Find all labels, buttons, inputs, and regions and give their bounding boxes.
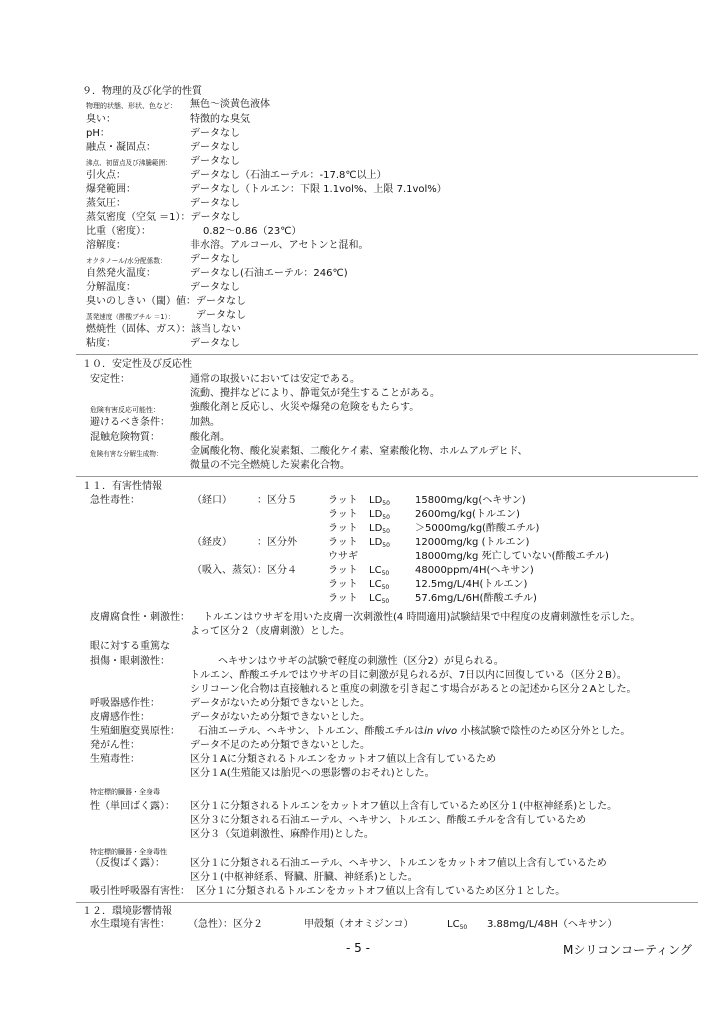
reproductive-toxicity-value: 区分１A(生殖能又は胎児への悪影響のおそれ)とした。 xyxy=(190,768,435,779)
decomposition-products-value: 金属酸化物、酸化炭素類、二酸化ケイ素、窒素酸化物、ホルムアルデヒド、 xyxy=(190,446,528,457)
acute-value: 12000mg/kg (トルエン) xyxy=(415,537,530,548)
hazardous-reactions-label: 危険有害反応可能性： xyxy=(90,406,160,414)
specific-gravity-value: 0.82～0.86（23℃） xyxy=(203,226,302,237)
acute-route: （経皮） xyxy=(192,537,232,548)
stot-single-value: 区分１に分類されるトルエンをカットオフ値以上含有しているため区分１(中枢神経系)とした。 xyxy=(190,801,618,812)
flammability-line: 燃焼性（固体、ガス）：該当しない xyxy=(86,324,241,335)
skin-corrosion-label: 皮膚腐食性・刺激性： xyxy=(90,612,190,623)
odor-threshold-line: 臭いのしきい（閾）値：データなし xyxy=(86,296,246,307)
acute-test-subscript: 50 xyxy=(381,570,390,577)
acute-route: （経口） xyxy=(192,495,232,506)
acute-value: 57.6mg/L/6H(酢酸エチル) xyxy=(415,593,537,604)
boiling-value: データなし xyxy=(190,156,240,167)
acute-test xyxy=(369,593,389,605)
evaporation-value: データなし xyxy=(196,310,246,321)
aquatic-test xyxy=(447,919,467,931)
germ-cell-mutagenicity-value xyxy=(198,726,630,738)
stot-single-value: 区分３（気道刺激性、麻酔作用)とした。 xyxy=(190,829,374,840)
vapor-pressure-value: データなし xyxy=(190,198,240,209)
acute-class: ：区分５ xyxy=(257,495,297,506)
acute-species: ウサギ xyxy=(328,551,358,562)
autoignition-label: 自然発火温度： xyxy=(86,268,156,279)
appearance-label: 物理的状態、形状、色など： xyxy=(86,102,177,110)
boiling-label: 沸点、初留点及び沸騰範囲： xyxy=(86,159,172,167)
acute-test-subscript: 50 xyxy=(381,598,390,605)
eye-damage-value: シリコーン化合物は直接触れると重度の刺激を引き起こす場合があるとの記述から区分２Aとした。 xyxy=(190,684,637,695)
acute-species: ラット xyxy=(328,565,358,576)
aquatic-test-subscript: 50 xyxy=(459,924,468,931)
ph-label: pH： xyxy=(86,128,110,139)
eye-damage-label: 損傷・眼刺激性： xyxy=(90,656,170,667)
explosive-label: 爆発範囲： xyxy=(86,184,136,195)
germ-value-part: 石油エーテル、ヘキサン、トルエン、酢酸エチルは xyxy=(198,726,425,737)
germ-value-italic: in vivo xyxy=(424,726,458,737)
aquatic-route: （急性）：区分２ xyxy=(188,919,263,930)
acute-value: 18000mg/kg 死亡していない(酢酸エチル) xyxy=(415,551,609,562)
product-name: Mシリコンコーティング xyxy=(563,943,692,957)
flash-label: 引火点： xyxy=(86,170,126,181)
stot-repeat-value: 区分１に分類される石油エーテル、ヘキサン、トルエンをカットオフ値以上含有しているため xyxy=(190,858,607,869)
acute-test xyxy=(369,495,390,507)
germ-cell-mutagenicity-label: 生殖細胞変異原性： xyxy=(90,726,180,737)
vapor-density-line: 蒸気密度（空気 ＝1）：データなし xyxy=(86,212,241,223)
acute-value: 48000ppm/4H(ヘキサン) xyxy=(415,565,534,576)
acute-test xyxy=(369,579,389,591)
acute-species: ラット xyxy=(328,537,358,548)
decomposition-label: 分解温度： xyxy=(86,282,136,293)
section-11-title: １１．有害性情報 xyxy=(82,481,162,492)
viscosity-value: データなし xyxy=(190,338,240,349)
decomposition-products-value: 微量の不完全燃焼した炭素化合物。 xyxy=(190,460,350,471)
specific-gravity-label: 比重（密度）： xyxy=(86,226,151,237)
vapor-pressure-label: 蒸気圧： xyxy=(86,198,126,209)
stot-repeat-label: 特定標的臓器・全身毒性 xyxy=(90,848,167,856)
aspiration-hazard-value: 区分１に分類されるトルエンをカットオフ値以上含有しているため区分１とした。 xyxy=(196,886,566,897)
reproductive-toxicity-value: 区分１Aに分類されるトルエンをカットオフ値以上含有しているため xyxy=(190,754,497,765)
decomposition-products-label: 危険有害な分解生成物： xyxy=(90,450,163,458)
eye-damage-value: ヘキサンはウサギの試験で軽度の刺激性（区分2）が見られる。 xyxy=(218,656,504,667)
acute-test-type: LD xyxy=(369,523,383,534)
appearance-value: 無色～淡黄色液体 xyxy=(190,99,270,110)
melting-label: 融点・凝固点： xyxy=(86,142,156,153)
stot-single-label: 特定標的臓器・全身毒 xyxy=(90,788,160,796)
odor-label: 臭い： xyxy=(86,114,116,125)
solubility-value: 非水溶。アルコール、アセトンと混和。 xyxy=(190,240,369,251)
acute-test-subscript: 50 xyxy=(382,542,390,549)
incompatible-label: 混触危険物質： xyxy=(90,432,160,443)
acute-test-type: LC xyxy=(369,579,382,590)
aspiration-hazard-label: 吸引性呼吸器有害性： xyxy=(90,886,190,897)
germ-value-part: 小核試験で陰性のため区分外とした。 xyxy=(460,726,631,737)
acute-route: （吸入、蒸気） xyxy=(192,565,262,576)
skin-corrosion-value: よって区分２（皮膚刺激）とした。 xyxy=(190,626,350,637)
acute-value: 12.5mg/L/4H(トルエン) xyxy=(415,579,528,590)
melting-value: データなし xyxy=(190,142,240,153)
skin-corrosion-value: トルエンはウサギを用いた皮膚一次刺激性(4 時間適用)試験結果で中程度の皮膚刺激性を示した。 xyxy=(203,612,641,623)
acute-test-type: LC xyxy=(369,593,382,604)
acute-test-subscript: 50 xyxy=(382,528,390,535)
section-10-title: １０．安定性及び反応性 xyxy=(82,359,192,370)
viscosity-label: 粘度： xyxy=(86,338,116,349)
hazardous-reactions-value: 強酸化剤と反応し、火災や爆発の危険をもたらす。 xyxy=(190,402,420,413)
acute-test xyxy=(369,565,389,577)
solubility-label: 溶解度： xyxy=(86,240,126,251)
stot-single-label: 性（単回ばく露）： xyxy=(90,801,175,812)
acute-test xyxy=(369,537,390,549)
acute-test-subscript: 50 xyxy=(381,584,390,591)
acute-test-subscript: 50 xyxy=(382,500,390,507)
reproductive-toxicity-label: 生殖毒性： xyxy=(90,754,140,765)
incompatible-value: 酸化剤。 xyxy=(190,432,230,443)
acute-class: ：区分外 xyxy=(257,537,297,548)
acute-species: ラット xyxy=(328,509,358,520)
acute-test-subscript: 50 xyxy=(382,514,390,521)
stot-single-value: 区分３に分類される石油エーテル、ヘキサン、トルエン、酢酸エチルを含有しているため xyxy=(190,815,587,826)
page-number: - 5 - xyxy=(346,941,370,955)
acute-value: ＞5000mg/kg(酢酸エチル) xyxy=(415,523,540,534)
stability-value: 流動、攪拌などにより、静電気が発生することがある。 xyxy=(190,388,440,399)
stability-value: 通常の取扱いにおいては安定である。 xyxy=(190,374,360,385)
flash-value: データなし（石油エーテル：-17.8℃以上） xyxy=(190,170,387,181)
autoignition-value: データなし(石油エーテル：246℃) xyxy=(190,268,348,279)
decomposition-value: データなし xyxy=(190,282,240,293)
eye-damage-value: トルエン、酢酸エチルではウサギの目に刺激が見られるが、7日以内に回復している（区分２B）。 xyxy=(190,670,627,681)
acute-value: 2600mg/kg(トルエン) xyxy=(415,509,520,520)
conditions-value: 加熱。 xyxy=(190,417,220,428)
explosive-value: データなし（トルエン：下限 1.1vol%、上限 7.1vol%） xyxy=(190,184,447,195)
acute-test-type: LD xyxy=(369,509,383,520)
divider xyxy=(76,354,698,355)
respiratory-sensitization-value: データがないため分類できないとした。 xyxy=(190,698,370,709)
carcinogenicity-value: データ不足のため分類できないとした。 xyxy=(190,740,370,751)
ph-value: データなし xyxy=(190,128,240,139)
stability-label: 安定性： xyxy=(90,374,130,385)
acute-species: ラット xyxy=(328,523,358,534)
eye-damage-label: 眼に対する重篤な xyxy=(90,641,170,652)
carcinogenicity-label: 発がん性： xyxy=(90,740,140,751)
acute-species: ラット xyxy=(328,579,358,590)
acute-class: ：区分４ xyxy=(257,565,297,576)
odor-value: 特徴的な臭気 xyxy=(190,114,250,125)
divider xyxy=(76,902,698,903)
divider xyxy=(76,476,698,477)
respiratory-sensitization-label: 呼吸器感作性： xyxy=(90,698,160,709)
octanol-label: オクタノール/水分配係数： xyxy=(86,257,167,265)
octanol-value: データなし xyxy=(190,254,240,265)
aquatic-value: 3.88mg/L/48H（ヘキサン） xyxy=(487,919,618,930)
section-12-title: １２．環境影響情報 xyxy=(82,906,172,917)
acute-species: ラット xyxy=(328,593,358,604)
acute-value: 15800mg/kg(ヘキサン) xyxy=(415,495,526,506)
conditions-label: 避けるべき条件： xyxy=(90,417,170,428)
aquatic-test-type: LC xyxy=(447,919,460,930)
acute-test-type: LC xyxy=(369,565,382,576)
stot-repeat-value: 区分１(中枢神経系、腎臓、肝臓、神経系)とした。 xyxy=(190,872,418,883)
skin-sensitization-label: 皮膚感作性： xyxy=(90,712,150,723)
aquatic-species: 甲殻類（オオミジンコ） xyxy=(304,919,414,930)
skin-sensitization-value: データがないため分類できないとした。 xyxy=(190,712,370,723)
acute-test-type: LD xyxy=(369,537,383,548)
acute-toxicity-label: 急性毒性： xyxy=(90,495,140,506)
section-9-title: ９．物理的及び化学的性質 xyxy=(82,86,202,97)
acute-test xyxy=(369,509,390,521)
acute-species: ラット xyxy=(328,495,358,506)
aquatic-hazard-label: 水生環境有害性： xyxy=(90,919,170,930)
acute-test xyxy=(369,523,390,535)
acute-test-type: LD xyxy=(369,495,383,506)
evaporation-label: 蒸発速度（酢酸ブチル ＝1）： xyxy=(86,313,175,321)
stot-repeat-label: （反復ばく露）： xyxy=(90,858,165,869)
